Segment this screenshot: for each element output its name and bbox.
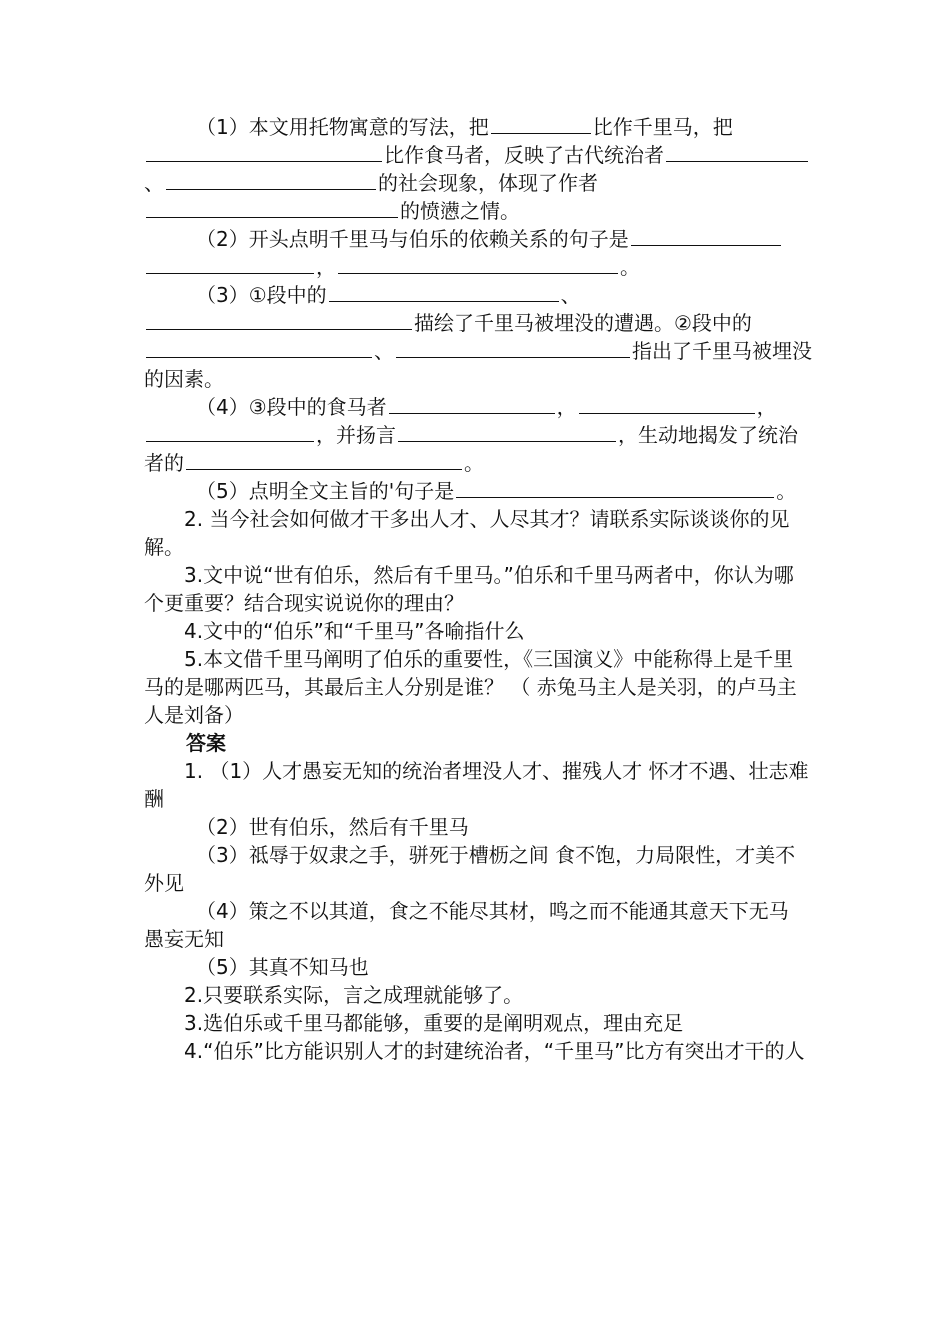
answer-blank[interactable] — [146, 421, 314, 442]
text: ，生动地揭发了统治者的 — [144, 423, 798, 475]
text: （1）本文用托物寓意的写法，把 — [196, 115, 489, 139]
text: 的社会现象，体现了作者 — [378, 171, 598, 195]
answer-3: 3.选伯乐或千里马都能够，重要的是阐明观点，理由充足 — [184, 1011, 684, 1035]
question-3: 3.文中说“世有伯乐，然后有千里马。”伯乐和千里马两者中，你认为哪个更重要？结合现实说说你的理由？ — [144, 563, 794, 615]
answer-1-1: 1. （1）人才愚妄无知的统治者埋没人才、摧残人才 怀才不遇、壮志难酬 — [144, 759, 809, 811]
answer-2: 2.只要联系实际，言之成理就能够了。 — [184, 983, 524, 1007]
text: （5）点明全文主旨的'句子是 — [196, 479, 455, 503]
text: 、 — [560, 283, 581, 307]
question-1-2 — [144, 225, 812, 281]
answer-blank[interactable] — [186, 449, 462, 470]
text: 。 — [620, 255, 640, 279]
answers-heading: 答案 — [186, 731, 226, 755]
question-1-5 — [144, 477, 812, 505]
question-2: 2. 当今社会如何做才干多出人才、人尽其才？请联系实际谈谈你的见解。 — [144, 507, 790, 559]
answer-1-2: （2）世有伯乐，然后有千里马 — [196, 815, 469, 839]
text: 指出了千里马被埋没的因素。 — [144, 339, 812, 391]
text: ， — [756, 395, 777, 419]
answer-blank[interactable] — [579, 393, 755, 414]
answer-blank[interactable] — [491, 113, 591, 134]
answer-blank[interactable] — [631, 225, 781, 246]
answer-4: 4.“伯乐”比方能识别人才的封建统治者，“千里马”比方有突出才干的人 — [184, 1039, 805, 1063]
answer-blank[interactable] — [146, 141, 382, 162]
document-page — [144, 113, 812, 1065]
answer-blank[interactable] — [329, 281, 559, 302]
text: 、 — [144, 171, 164, 195]
answer-blank[interactable] — [338, 253, 618, 274]
question-1-1 — [144, 113, 812, 225]
answer-blank[interactable] — [146, 197, 398, 218]
answer-1-5: （5）其真不知马也 — [196, 955, 369, 979]
text: （4）③段中的食马者 — [196, 395, 387, 419]
answer-blank[interactable] — [166, 169, 376, 190]
text: 。 — [776, 479, 797, 503]
answer-1-3: （3）祗辱于奴隶之手，骈死于槽枥之间 食不饱，力局限性，才美不外见 — [144, 843, 796, 895]
question-1-3 — [144, 281, 812, 393]
question-4: 4.文中的“伯乐”和“千里马”各喻指什么 — [184, 619, 525, 643]
question-5: 5.本文借千里马阐明了伯乐的重要性，《三国演义》中能称得上是千里马的是哪两匹马，其最后主人分别是谁？ （ 赤兔马主人是关羽，的卢马主人是刘备） — [144, 647, 797, 727]
answer-blank[interactable] — [389, 393, 555, 414]
text: 比作食马者，反映了古代统治者 — [384, 143, 664, 167]
answer-blank[interactable] — [396, 337, 630, 358]
answer-blank[interactable] — [146, 337, 372, 358]
answer-blank[interactable] — [146, 309, 412, 330]
text: 描绘了千里马被埋没的遭遇。②段中的 — [414, 311, 752, 335]
answer-1-4: （4）策之不以其道，食之不能尽其材，鸣之而不能通其意天下无马 愚妄无知 — [144, 899, 789, 951]
answer-blank[interactable] — [398, 421, 616, 442]
text: ， — [316, 255, 336, 279]
text: 的愤懑之情。 — [400, 199, 520, 223]
question-1-4 — [144, 393, 812, 477]
text: 、 — [374, 339, 394, 363]
text: 。 — [464, 451, 484, 475]
text: （2）开头点明千里马与伯乐的依赖关系的句子是 — [196, 227, 629, 251]
text: （3）①段中的 — [196, 283, 327, 307]
text: 比作千里马，把 — [592, 115, 733, 139]
answer-blank[interactable] — [146, 253, 314, 274]
text: ，并扬言 — [316, 423, 396, 447]
answer-blank[interactable] — [456, 477, 774, 498]
text: ， — [556, 395, 577, 419]
answer-blank[interactable] — [666, 141, 808, 162]
